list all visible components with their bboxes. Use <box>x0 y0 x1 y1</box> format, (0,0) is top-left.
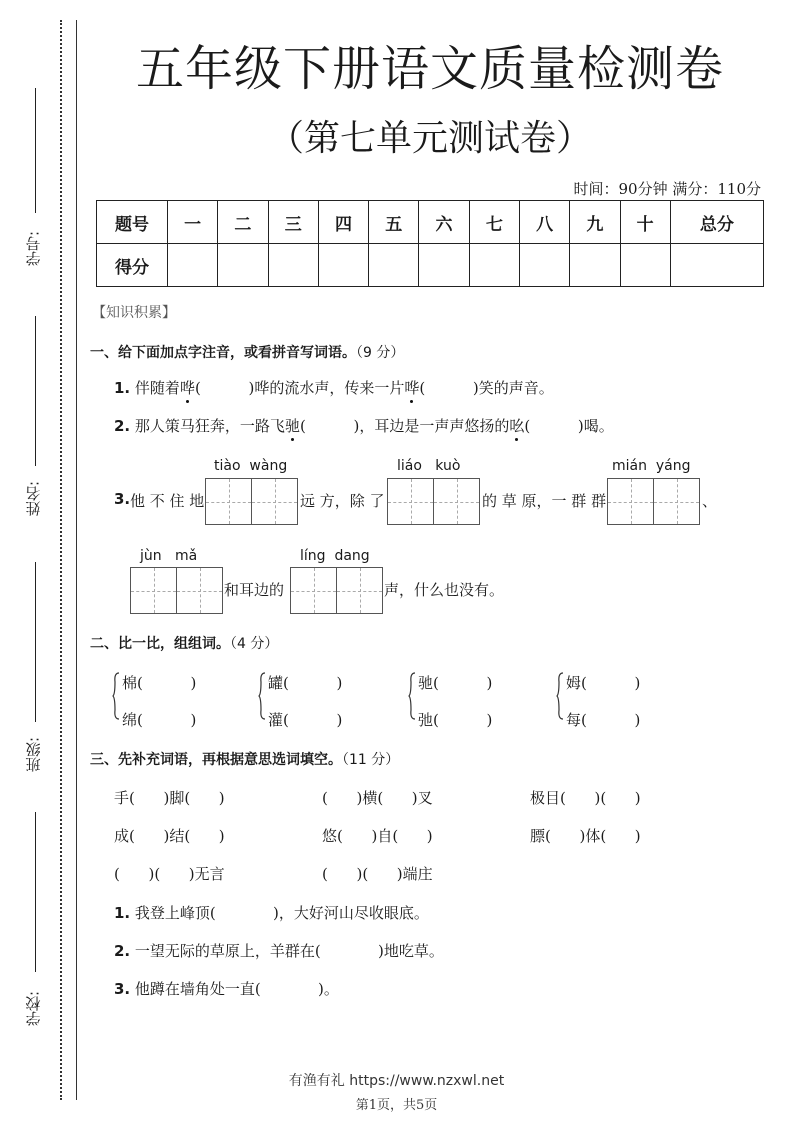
q3-heading-text: 三、先补充词语，再根据意思选词填空。 <box>90 752 342 768</box>
q1-s1-answer-blank-2[interactable]: ( )笑的声音。 <box>419 379 554 397</box>
q1-s3-number <box>114 490 130 508</box>
pinyin-lingdang: líng dang <box>300 548 370 564</box>
q1-s3-text-d: 、 <box>702 492 718 510</box>
student-name-field[interactable] <box>18 316 48 516</box>
q2-word-3a[interactable]: 驰( ) <box>418 674 493 692</box>
q3-s2-text: 一望无际的草原上，羊群在( )地吃草。 <box>134 942 444 960</box>
score-input-cell[interactable] <box>369 244 419 287</box>
student-name-line <box>35 316 36 466</box>
score-input-cell[interactable] <box>168 244 218 287</box>
grid-cell[interactable] <box>131 568 177 613</box>
score-row-label: 得分 <box>97 244 168 287</box>
q2-heading <box>90 633 278 653</box>
q2-word-1b[interactable]: 绵( ) <box>122 711 197 729</box>
score-input-cell[interactable] <box>419 244 469 287</box>
q1-s1-dotted-char-2: 哗 <box>404 379 420 397</box>
brace-icon <box>556 672 564 720</box>
pinyin-liaokuo: liáo kuò <box>397 458 461 474</box>
q3-idiom-1-3[interactable]: 极目( )( ) <box>530 789 641 807</box>
grid-cell[interactable] <box>608 479 654 524</box>
brace-icon <box>112 672 120 720</box>
q1-s1-text-a: 伴随着 <box>134 379 180 397</box>
q3-sentence-1[interactable] <box>114 902 429 923</box>
score-input-cell[interactable] <box>519 244 569 287</box>
q2-word-2a[interactable]: 罐( ) <box>268 674 343 692</box>
score-input-cell[interactable] <box>469 244 519 287</box>
q1-s3-text-a: 他 不 住 地 <box>130 492 205 510</box>
q3-s2-number: 2. <box>114 942 131 960</box>
grid-cell[interactable] <box>177 568 222 613</box>
score-table-header-cell: 二 <box>218 201 268 244</box>
writing-grid-junma[interactable] <box>130 567 223 614</box>
q2-word-2b[interactable]: 灌( ) <box>268 711 343 729</box>
page-title: 五年级下册语文质量检测卷 <box>135 41 724 97</box>
pinyin-mianyang: mián yáng <box>612 458 691 474</box>
q3-heading <box>90 749 399 769</box>
score-input-cell[interactable] <box>620 244 670 287</box>
q1-s2-dotted-char-2: 吆 <box>509 417 525 435</box>
q1-s2-number: 2. <box>114 417 131 435</box>
q2-points: （4 分） <box>230 636 279 652</box>
margin-border-line <box>76 20 77 1100</box>
school-field[interactable] <box>18 812 48 1032</box>
q1-s4-text-a: 和耳边的 <box>224 581 285 599</box>
score-table-header-cell: 三 <box>268 201 318 244</box>
score-table-header-cell: 四 <box>318 201 368 244</box>
q3-idiom-1-1[interactable]: 手( )脚( ) <box>114 789 225 807</box>
school-label: 学校: <box>24 990 43 1026</box>
writing-grid-liaokuo[interactable] <box>387 478 480 525</box>
q1-s2-answer-blank-2[interactable]: ( )喝。 <box>524 417 614 435</box>
score-table-header-cell: 九 <box>570 201 620 244</box>
student-id-line <box>35 88 36 213</box>
score-table-header-cell: 六 <box>419 201 469 244</box>
writing-grid-lingdang[interactable] <box>290 567 383 614</box>
q3-idiom-3-1[interactable]: ( )( )无言 <box>114 865 225 883</box>
grid-cell[interactable] <box>206 479 252 524</box>
page-subtitle: （第七单元测试卷） <box>267 118 592 159</box>
class-field[interactable] <box>18 562 48 782</box>
score-table-header-cell: 七 <box>469 201 519 244</box>
q2-word-4b[interactable]: 每( ) <box>566 711 641 729</box>
score-input-cell[interactable] <box>318 244 368 287</box>
score-table-header-cell: 一 <box>168 201 218 244</box>
q1-s3-text-b: 远 方，除 了 <box>300 492 385 510</box>
q1-points: （9 分） <box>356 345 405 361</box>
class-line <box>35 562 36 722</box>
q3-idiom-2-2[interactable]: 悠( )自( ) <box>322 827 433 845</box>
q1-sentence-1 <box>114 377 554 398</box>
q3-s1-number: 1. <box>114 904 131 922</box>
grid-cell[interactable] <box>252 479 297 524</box>
grid-cell[interactable] <box>434 479 479 524</box>
score-input-cell[interactable] <box>670 244 763 287</box>
writing-grid-mianyang[interactable] <box>607 478 700 525</box>
dotted-cut-line <box>60 20 62 1100</box>
grid-cell[interactable] <box>654 479 699 524</box>
score-table-header-cell: 五 <box>369 201 419 244</box>
q2-word-4a[interactable]: 姆( ) <box>566 674 641 692</box>
q1-s4-text-b: 声，什么也没有。 <box>384 581 505 599</box>
q3-idiom-3-2[interactable]: ( )( )端庄 <box>322 865 433 883</box>
q3-sentence-3[interactable] <box>114 978 339 999</box>
q1-s1-dotted-char: 哗 <box>179 379 195 397</box>
score-input-cell[interactable] <box>268 244 318 287</box>
q3-points: （11 分） <box>342 752 400 768</box>
q1-sentence-2 <box>114 415 614 436</box>
q3-idiom-1-2[interactable]: ( )横( )叉 <box>322 789 433 807</box>
q1-heading-text: 一、给下面加点字注音，或看拼音写词语。 <box>90 345 356 361</box>
q2-heading-text: 二、比一比，组组词。 <box>90 636 230 652</box>
q3-s1-text: 我登上峰顶( )，大好河山尽收眼底。 <box>134 904 429 922</box>
class-label: 班级: <box>24 736 43 772</box>
student-id-label: 学号: <box>24 230 43 266</box>
q2-word-1a[interactable]: 棉( ) <box>122 674 197 692</box>
q1-s2-text-a: 那人策马狂奔，一路飞 <box>134 417 285 435</box>
exam-time-score-info: 时间：90分钟 满分：110分 <box>573 180 761 198</box>
section-tag-knowledge: 【知识积累】 <box>92 305 176 321</box>
q3-s3-number: 3. <box>114 980 131 998</box>
page-number: 第1页，共5页 <box>355 1098 438 1113</box>
student-name-label: 姓名: <box>24 480 43 516</box>
grid-cell[interactable] <box>337 568 382 613</box>
grid-cell[interactable] <box>291 568 337 613</box>
score-table-score-row <box>97 244 764 287</box>
q2-word-3b[interactable]: 弛( ) <box>418 711 493 729</box>
footer-site-link[interactable]: 有渔有礼 https://www.nzxwl.net <box>288 1073 505 1089</box>
q3-idiom-2-3[interactable]: 膘( )体( ) <box>530 827 641 845</box>
q1-s2-answer-blank[interactable]: ( )，耳边是一声声悠扬的 <box>299 417 510 435</box>
q1-s1-number: 1. <box>114 379 131 397</box>
q1-s1-answer-blank[interactable]: ( )哗的流水声，传来一片 <box>194 379 405 397</box>
q3-s3-text: 他蹲在墙角处一直( )。 <box>134 980 339 998</box>
pinyin-junma: jùn mǎ <box>140 548 198 564</box>
q1-s3-text-c: 的 草 原，一 群 群 <box>482 492 607 510</box>
pinyin-tiaowang: tiào wàng <box>214 458 288 474</box>
grid-cell[interactable] <box>388 479 434 524</box>
score-table-header-cell: 八 <box>519 201 569 244</box>
score-table-header-cell: 总分 <box>670 201 763 244</box>
q1-s2-dotted-char: 驰 <box>284 417 300 435</box>
score-input-cell[interactable] <box>570 244 620 287</box>
score-table-header-cell: 十 <box>620 201 670 244</box>
student-id-field[interactable] <box>18 88 48 278</box>
q3-idiom-2-1[interactable]: 成( )结( ) <box>114 827 225 845</box>
brace-icon <box>258 672 266 720</box>
q1-heading <box>90 342 404 362</box>
brace-icon <box>408 672 416 720</box>
school-line <box>35 812 36 972</box>
score-table-header-row <box>97 201 764 244</box>
score-table-header-cell: 题号 <box>97 201 168 244</box>
score-input-cell[interactable] <box>218 244 268 287</box>
q3-sentence-2[interactable] <box>114 940 444 961</box>
writing-grid-tiaowang[interactable] <box>205 478 298 525</box>
score-table <box>96 200 764 287</box>
q1-s3-number-text: 3. <box>114 490 131 508</box>
